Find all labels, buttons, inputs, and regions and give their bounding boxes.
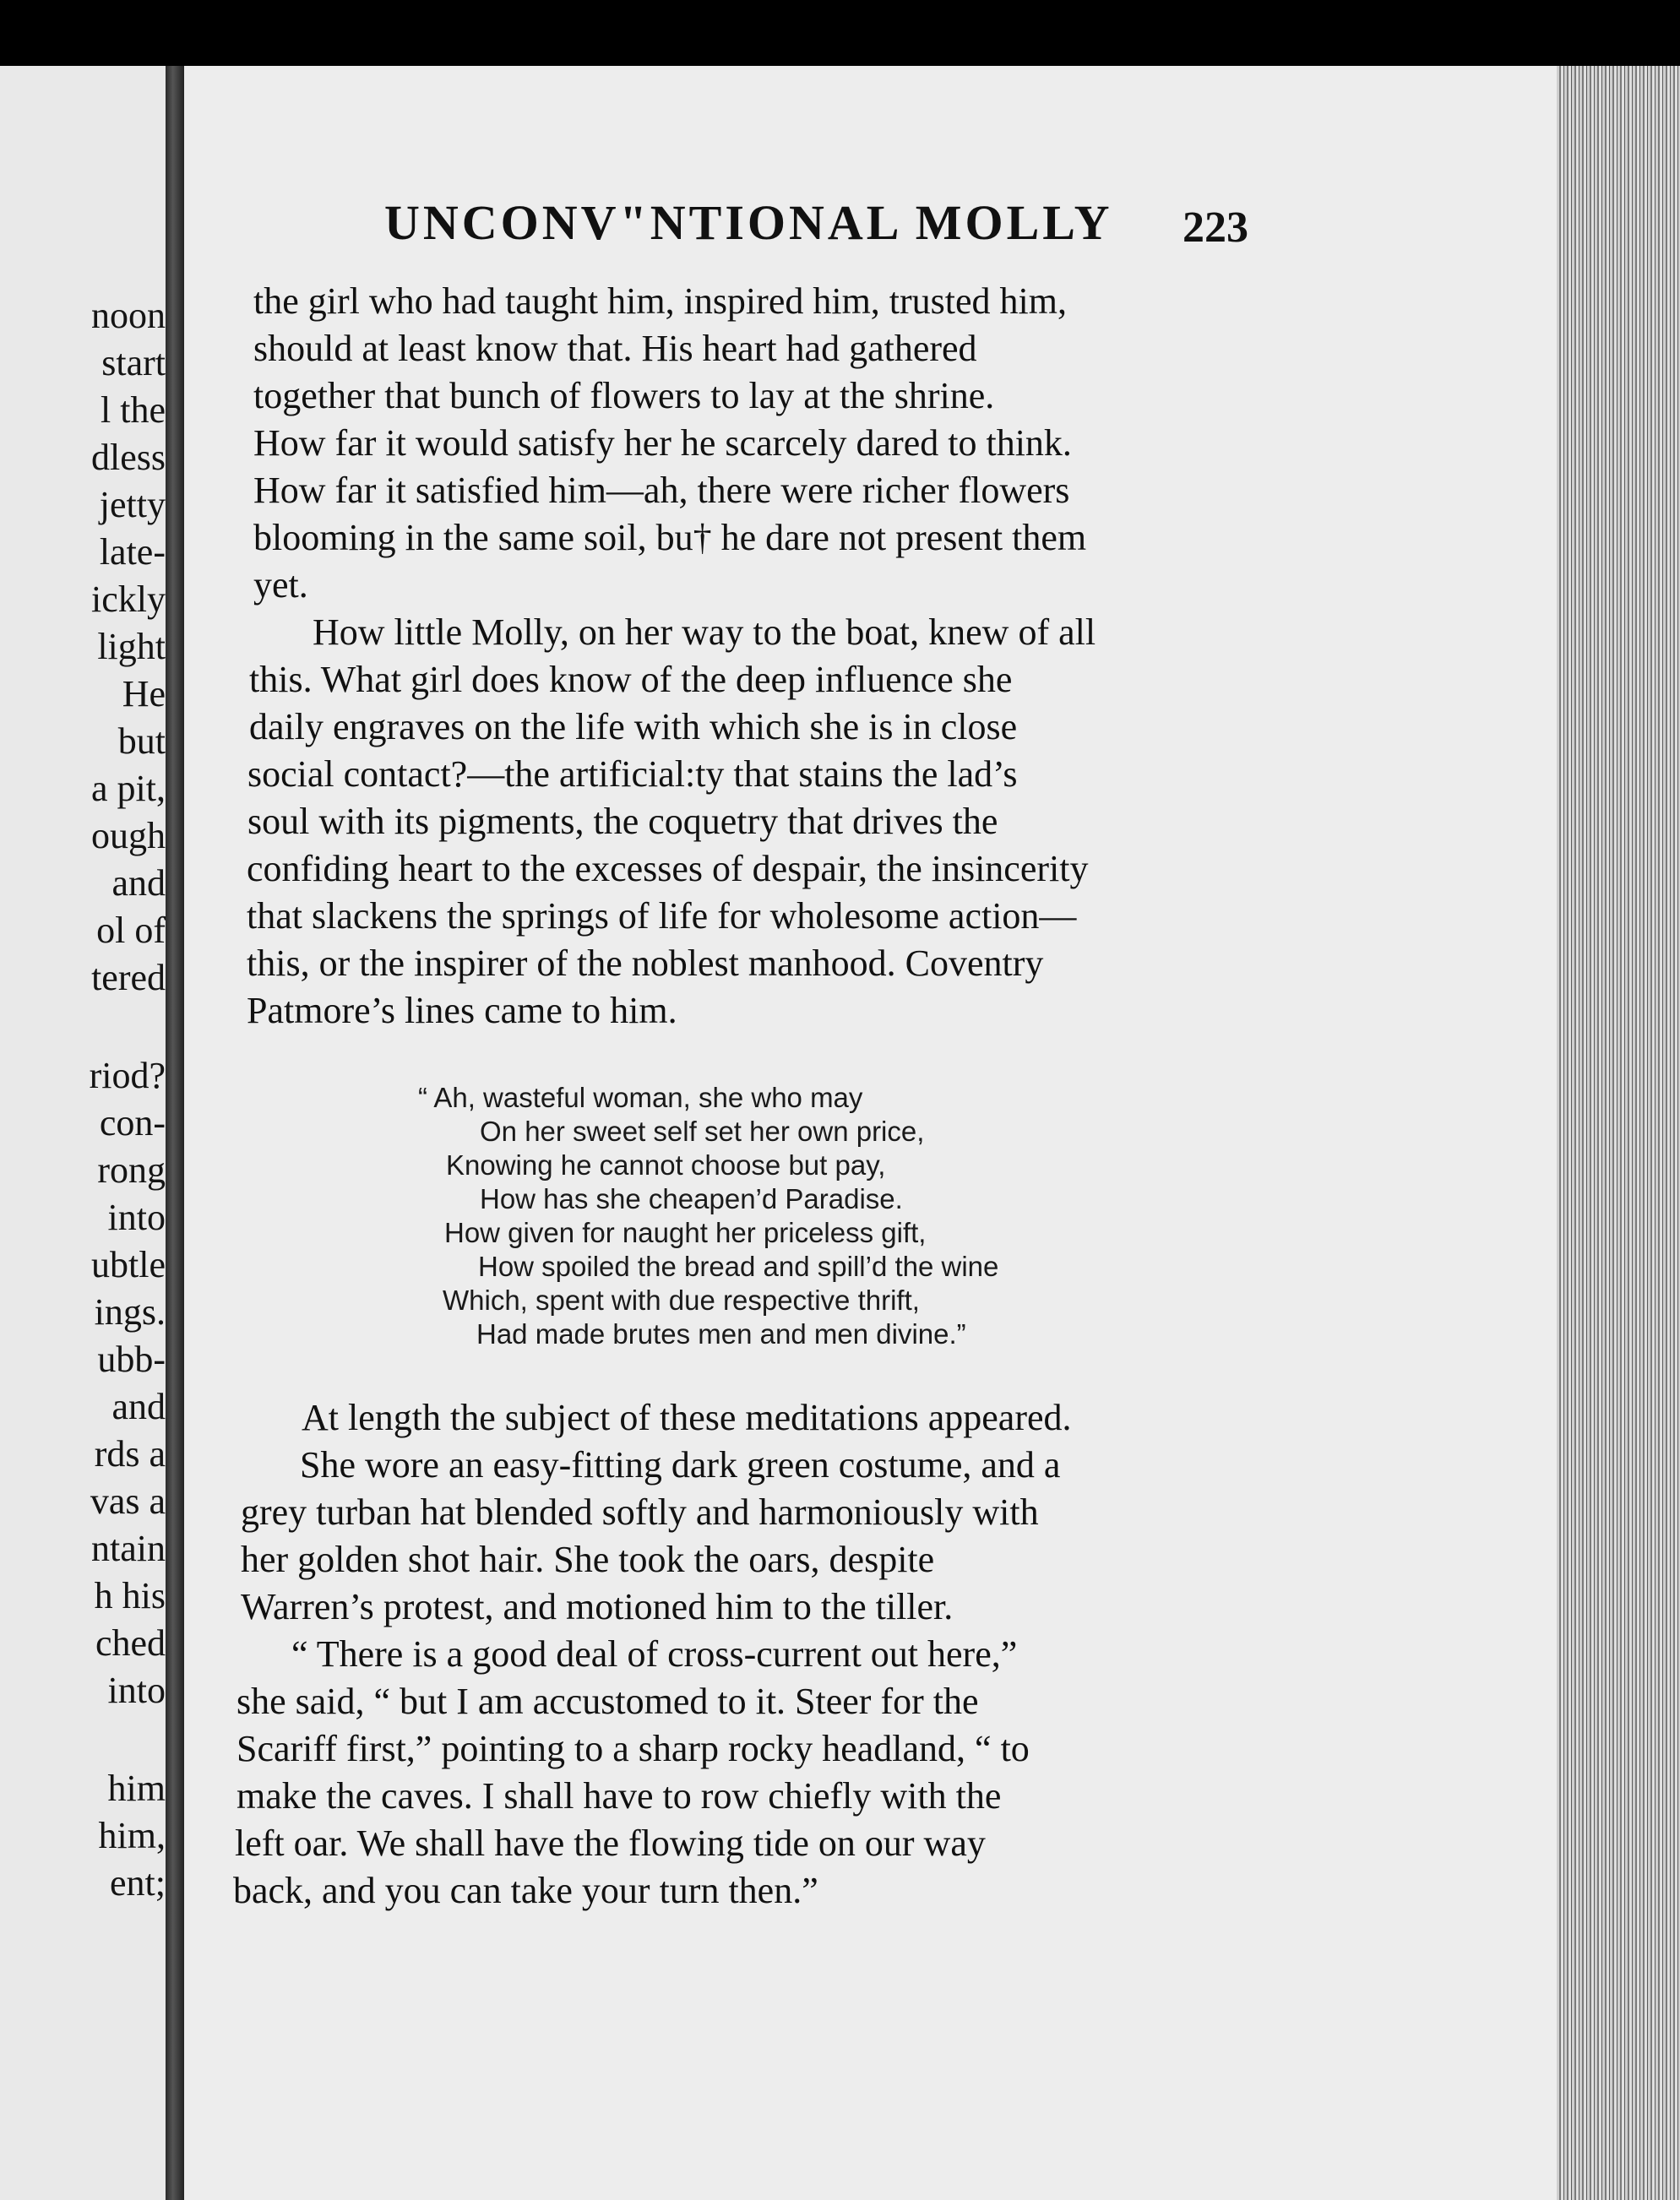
left-line: ubtle bbox=[91, 1244, 166, 1285]
left-line: l the bbox=[101, 389, 166, 431]
text-line: together that bunch of flowers to lay at the shrine. bbox=[253, 375, 995, 416]
verse-line: How given for naught her priceless gift, bbox=[444, 1217, 927, 1248]
running-head: UNCONV"NTIONAL MOLLY bbox=[384, 195, 1113, 250]
text-line: social contact?—the artificial:ty that stains the lad’s bbox=[247, 753, 1018, 795]
text-line: back, and you can take your turn then.” bbox=[233, 1870, 818, 1911]
text-line: How little Molly, on her way to the boat, knew of all bbox=[313, 611, 1096, 653]
text-line: She wore an easy-fitting dark green costume, and a bbox=[300, 1444, 1061, 1486]
book-spine bbox=[166, 66, 184, 2200]
verse-line: On her sweet self set her own price, bbox=[480, 1116, 925, 1147]
text-line: Warren’s protest, and motioned him to the tiller. bbox=[241, 1586, 954, 1627]
left-line: into bbox=[107, 1197, 166, 1238]
left-line: and bbox=[111, 862, 166, 904]
verse-line: Which, spent with due respective thrift, bbox=[443, 1285, 920, 1316]
text-line: daily engraves on the life with which she is in close bbox=[249, 706, 1018, 747]
text-line: left oar. We shall have the flowing tide on our way bbox=[235, 1822, 986, 1864]
left-line: tered bbox=[91, 957, 166, 998]
left-line: him, bbox=[98, 1815, 166, 1856]
left-line: riod? bbox=[89, 1055, 166, 1096]
left-line: into bbox=[107, 1670, 166, 1711]
verse-line: Knowing he cannot choose but pay, bbox=[446, 1149, 886, 1181]
left-page-fragment bbox=[0, 66, 169, 2200]
text-line: this. What girl does know of the deep influence she bbox=[249, 659, 1013, 700]
left-line: start bbox=[101, 342, 166, 383]
text-line: her golden shot hair. She took the oars, despite bbox=[241, 1539, 935, 1580]
text-line: soul with its pigments, the coquetry that drives the bbox=[247, 801, 998, 842]
left-line: ntain bbox=[91, 1528, 166, 1569]
text-line: How far it would satisfy her he scarcely dared to think. bbox=[253, 422, 1072, 464]
text-line: Scariff first,” pointing to a sharp rocky headland, “ to bbox=[237, 1728, 1030, 1769]
verse-line: How spoiled the bread and spill’d the wine bbox=[478, 1251, 999, 1282]
text-line: “ There is a good deal of cross-current out here,” bbox=[291, 1633, 1018, 1675]
text-line: blooming in the same soil, bu† he dare not present them bbox=[253, 517, 1087, 558]
left-line: late- bbox=[99, 531, 166, 573]
verse-line: “ Ah, wasteful woman, she who may bbox=[418, 1082, 863, 1113]
verse-line: Had made brutes men and men divine.” bbox=[476, 1318, 966, 1350]
left-line: ings. bbox=[94, 1291, 166, 1333]
left-line: ough bbox=[91, 815, 166, 856]
left-line: ol of bbox=[96, 910, 166, 951]
left-line: rong bbox=[97, 1149, 166, 1191]
page-number: 223 bbox=[1183, 204, 1248, 252]
left-line: and bbox=[111, 1386, 166, 1427]
left-line: He bbox=[122, 673, 166, 714]
text-line: How far it satisfied him—ah, there were richer flowers bbox=[253, 470, 1070, 511]
left-line: rds a bbox=[94, 1433, 166, 1475]
left-line: noon bbox=[91, 295, 166, 336]
left-line: light bbox=[97, 626, 166, 667]
left-line: h his bbox=[94, 1575, 166, 1616]
left-line: con- bbox=[99, 1102, 166, 1143]
left-line: ent; bbox=[110, 1862, 166, 1904]
left-line: a pit, bbox=[91, 768, 166, 809]
page-edges bbox=[1557, 66, 1680, 2200]
text-line: confiding heart to the excesses of despair, the insincerity bbox=[247, 848, 1089, 889]
left-line: ubb- bbox=[97, 1339, 166, 1380]
text-line: that slackens the springs of life for wholesome action— bbox=[247, 895, 1077, 937]
left-line: but bbox=[117, 720, 166, 762]
left-line: him bbox=[107, 1768, 166, 1809]
verse-line: How has she cheapen’d Paradise. bbox=[480, 1183, 903, 1214]
text-line: the girl who had taught him, inspired him, trusted him, bbox=[253, 280, 1067, 322]
left-line: ched bbox=[95, 1622, 166, 1664]
text-line: Patmore’s lines came to him. bbox=[247, 990, 677, 1031]
text-line: make the caves. I shall have to row chiefly with the bbox=[237, 1775, 1002, 1817]
left-line: jetty bbox=[99, 484, 166, 525]
text-line: At length the subject of these meditations appeared. bbox=[302, 1397, 1072, 1438]
left-line: ickly bbox=[91, 579, 166, 620]
text-line: this, or the inspirer of the noblest manhood. Coventry bbox=[247, 942, 1044, 984]
text-line: grey turban hat blended softly and harmoniously with bbox=[241, 1491, 1039, 1533]
left-line: vas a bbox=[90, 1480, 166, 1522]
left-line: dless bbox=[91, 437, 166, 478]
text-line: should at least know that. His heart had gathered bbox=[253, 328, 977, 369]
text-line: yet. bbox=[253, 564, 308, 606]
text-line: she said, “ but I am accustomed to it. Steer for the bbox=[237, 1681, 979, 1722]
